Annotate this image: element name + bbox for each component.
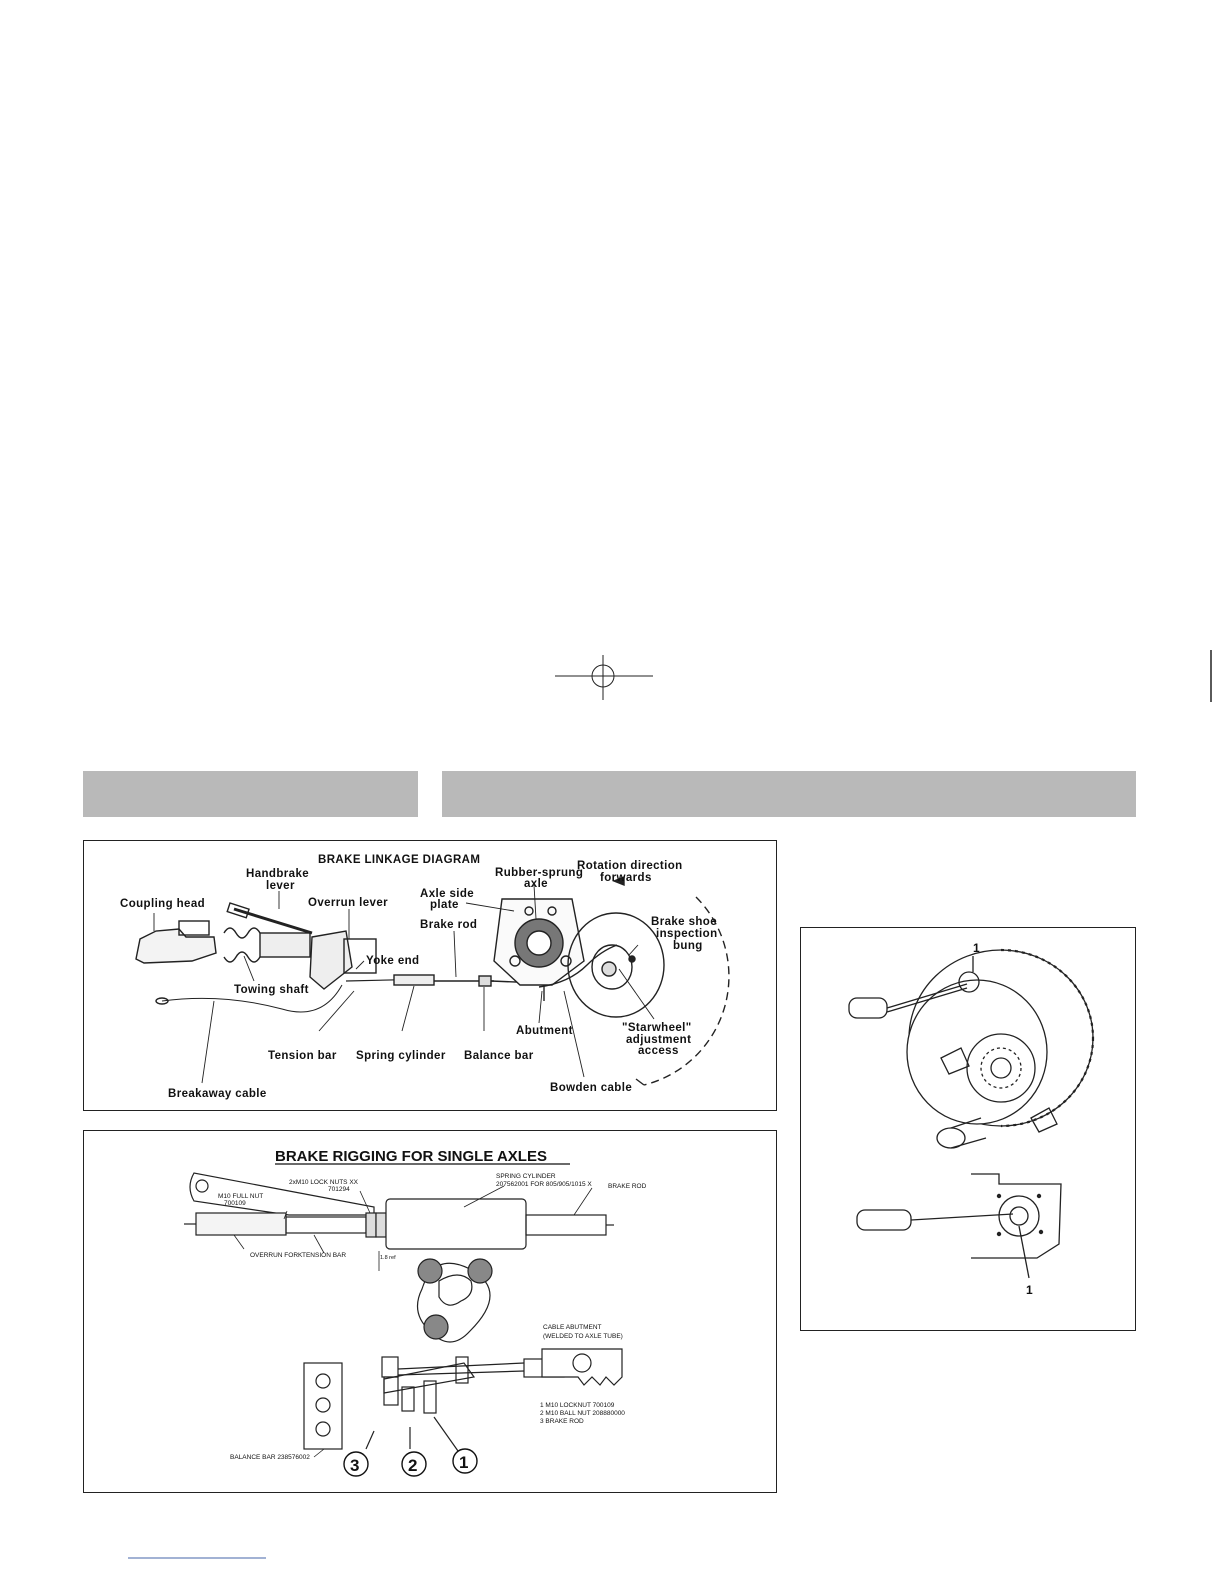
label-axle-side-2: plate [430, 899, 459, 911]
label-spring-cylinder: Spring cylinder [356, 1050, 446, 1062]
callout-num-2: 2 [408, 1456, 418, 1475]
callout-num-3: 3 [350, 1456, 360, 1475]
legend-item-1: 1 M10 LOCKNUT 700109 [540, 1402, 615, 1409]
brake-rigging-diagram [83, 1130, 777, 1493]
label-bowden-cable: Bowden cable [550, 1082, 633, 1094]
label-starwheel-2: adjustment [626, 1034, 692, 1046]
label-abutment: Abutment [516, 1025, 573, 1037]
label-starwheel-3: access [638, 1045, 679, 1057]
label-rubber-sprung-2: axle [524, 878, 548, 890]
label-handbrake-2: lever [266, 880, 295, 892]
label-brake-rod: Brake rod [420, 919, 478, 931]
label-rotation-2: forwards [600, 872, 652, 884]
label-brake-rod: BRAKE ROD [608, 1183, 647, 1190]
label-brake-shoe-1: Brake shoe [651, 916, 718, 928]
label-balance-bar: Balance bar [464, 1050, 534, 1062]
label-coupling-head: Coupling head [120, 898, 206, 910]
label-axle-side-1: Axle side [420, 888, 475, 900]
label-full-nut-1: M10 FULL NUT [218, 1193, 264, 1200]
label-tension-bar: TENSION BAR [302, 1252, 347, 1259]
label-full-nut-2: 700109 [224, 1200, 246, 1207]
rigging-title: BRAKE RIGGING FOR SINGLE AXLES [275, 1148, 547, 1165]
linkage-title: BRAKE LINKAGE DIAGRAM [318, 854, 481, 866]
brake-linkage-diagram [83, 840, 777, 1111]
drum-drawing [801, 928, 1137, 1332]
legend-item-2: 2 M10 BALL NUT 208880000 [540, 1410, 625, 1417]
legend-item-3: 3 BRAKE ROD [540, 1418, 584, 1425]
rigging-drawing [84, 1131, 778, 1494]
label-brake-shoe-2: inspection [656, 928, 718, 940]
label-handbrake-1: Handbrake [246, 868, 310, 880]
label-starwheel-1: "Starwheel" [622, 1022, 692, 1034]
section-header-bar-right [442, 771, 1136, 817]
label-lock-nuts-2: 701294 [328, 1186, 350, 1193]
linkage-drawing [84, 841, 778, 1112]
label-balance-bar: BALANCE BAR 238576002 [230, 1454, 310, 1461]
callout-top: 1 [973, 941, 980, 955]
label-cable-abutment-2: (WELDED TO AXLE TUBE) [543, 1333, 623, 1340]
drum-adjustment-figure [800, 927, 1136, 1331]
label-cable-abutment-1: CABLE ABUTMENT [543, 1324, 602, 1331]
label-tension-bar: Tension bar [268, 1050, 337, 1062]
label-rotation-1: Rotation direction [577, 860, 683, 872]
callout-bottom: 1 [1026, 1283, 1033, 1297]
callout-num-1: 1 [459, 1453, 469, 1472]
label-overrun-fork: OVERRUN FORK [250, 1252, 303, 1259]
label-spring-cyl-1: SPRING CYLINDER [496, 1173, 556, 1180]
label-yoke-end: Yoke end [366, 955, 420, 967]
label-overrun-lever: Overrun lever [308, 897, 388, 909]
label-lock-nuts-1: 2xM10 LOCK NUTS XX [289, 1179, 358, 1186]
label-spring-cyl-2: 207562001 FOR 805/905/1015 X [496, 1181, 592, 1188]
label-towing-shaft: Towing shaft [234, 984, 309, 996]
section-header-bar-left [83, 771, 418, 817]
label-breakaway-cable: Breakaway cable [168, 1088, 267, 1100]
label-rubber-sprung-1: Rubber-sprung [495, 867, 584, 879]
label-brake-shoe-3: bung [673, 940, 703, 952]
label-dimension: 1.8 ref [380, 1255, 396, 1261]
